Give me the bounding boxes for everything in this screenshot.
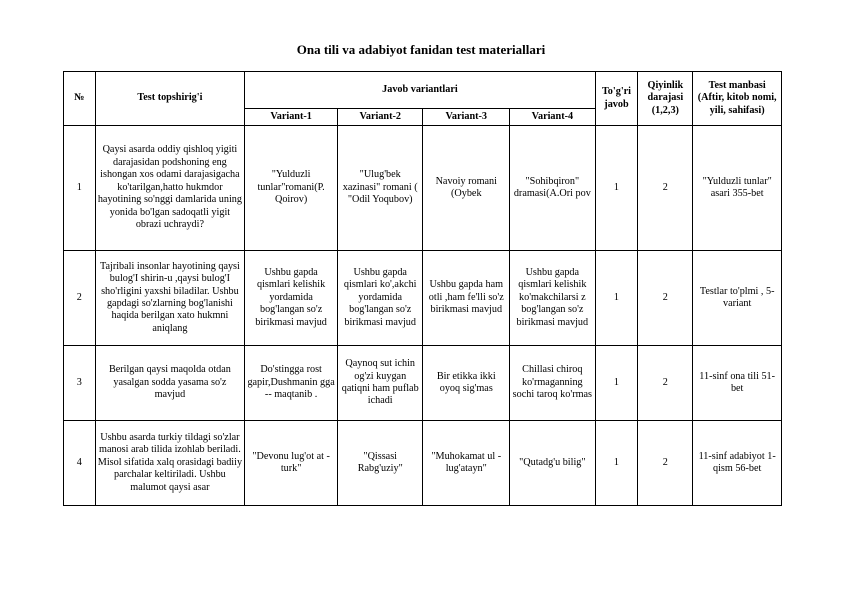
cell-variant-1: "Yulduzli tunlar"romani(P. Qoirov) xyxy=(245,126,338,251)
cell-correct: 1 xyxy=(595,346,638,421)
cell-difficulty: 2 xyxy=(638,251,693,346)
cell-correct: 1 xyxy=(595,251,638,346)
header-num: № xyxy=(64,72,96,126)
cell-variant-1: Do'stingga rost gapir,Dushmanin gga -- maqtanib . xyxy=(245,346,338,421)
cell-task: Qaysi asarda oddiy qishloq yigiti darajasidan podshoning eng ishongan xos odami darajasigacha ko'tarilgan,hatto hukmdor hayotining so'nggi damlarida uning yonida bo'lgan sadoqatli yigit obrazi uchraydi? xyxy=(95,126,245,251)
test-table xyxy=(63,71,782,506)
cell-variant-3: Bir etikka ikki oyoq sig'mas xyxy=(423,346,510,421)
cell-variant-1: "Devonu lug'ot at -turk" xyxy=(245,421,338,506)
cell-difficulty: 2 xyxy=(638,421,693,506)
header-variant-2: Variant-2 xyxy=(337,109,423,126)
cell-task: Tajribali insonlar hayotining qaysi bulog'I shirin-u ,qaysi bulog'I sho'rligini yaxshi biladilar. Ushbu gapdagi so'zlarning bog'lanishi haqida berilgan xato hukmni aniqlang xyxy=(95,251,245,346)
cell-num: 1 xyxy=(64,126,96,251)
table-row xyxy=(64,346,782,421)
cell-source: "Yulduzli tunlar" asari 355-bet xyxy=(693,126,782,251)
header-row xyxy=(64,72,782,109)
header-difficulty: Qiyinlik darajasi (1,2,3) xyxy=(638,72,693,126)
cell-source: 11-sinf adabiyot 1-qism 56-bet xyxy=(693,421,782,506)
cell-variant-4: "Qutadg'u bilig" xyxy=(510,421,596,506)
cell-difficulty: 2 xyxy=(638,126,693,251)
header-correct: To'g'ri javob xyxy=(595,72,638,126)
cell-variant-1: Ushbu gapda qismlari kelishik yordamida bog'langan so'z birikmasi mavjud xyxy=(245,251,338,346)
cell-variant-3: "Muhokamat ul -lug'atayn" xyxy=(423,421,510,506)
table-row xyxy=(64,251,782,346)
cell-task: Berilgan qaysi maqolda otdan yasalgan sodda yasama so'z mavjud xyxy=(95,346,245,421)
cell-correct: 1 xyxy=(595,126,638,251)
cell-num: 2 xyxy=(64,251,96,346)
cell-difficulty: 2 xyxy=(638,346,693,421)
table-row xyxy=(64,421,782,506)
cell-source: 11-sinf ona tili 51-bet xyxy=(693,346,782,421)
header-source: Test manbasi (Aftir, kitob nomi, yili, sahifasi) xyxy=(693,72,782,126)
header-variant-3: Variant-3 xyxy=(423,109,510,126)
cell-variant-2: "Qissasi Rabg'uziy" xyxy=(337,421,423,506)
cell-variant-4: "Sohibqiron" dramasi(A.Ori pov xyxy=(510,126,596,251)
cell-task: Ushbu asarda turkiy tildagi so'zlar manosi arab tilida izohlab beriladi. Misol sifatida xalq orasidagi badiiy parchalar keltiriladi. Ushbu malumot qaysi asar xyxy=(95,421,245,506)
page-title: Ona tili va adabiyot fanidan test materiallari xyxy=(296,42,546,57)
header-answers: Javob variantlari xyxy=(245,72,595,109)
cell-num: 4 xyxy=(64,421,96,506)
header-task: Test topshirig'i xyxy=(95,72,245,126)
cell-num: 3 xyxy=(64,346,96,421)
cell-variant-2: Ushbu gapda qismlari ko',akchi yordamida bog'langan so'z birikmasi mavjud xyxy=(337,251,423,346)
cell-variant-2: Qaynoq sut ichin og'zi kuygan qatiqni ham puflab ichadi xyxy=(337,346,423,421)
cell-correct: 1 xyxy=(595,421,638,506)
cell-variant-4: Ushbu gapda qismlari kelishik ko'makchilarsi z bog'langan so'z birikmasi mavjud xyxy=(510,251,596,346)
cell-variant-3: Navoiy romani (Oybek xyxy=(423,126,510,251)
header-variant-1: Variant-1 xyxy=(245,109,338,126)
header-variant-4: Variant-4 xyxy=(510,109,596,126)
cell-source: Testlar to'plmi , 5-variant xyxy=(693,251,782,346)
cell-variant-3: Ushbu gapda ham otli ,ham fe'lli so'z birikmasi mavjud xyxy=(423,251,510,346)
cell-variant-2: "Ulug'bek xazinasi" romani ( "Odil Yoqubov) xyxy=(337,126,423,251)
cell-variant-4: Chillasi chiroq ko'rmaganning sochi taroq ko'rmas xyxy=(510,346,596,421)
table-row xyxy=(64,126,782,251)
